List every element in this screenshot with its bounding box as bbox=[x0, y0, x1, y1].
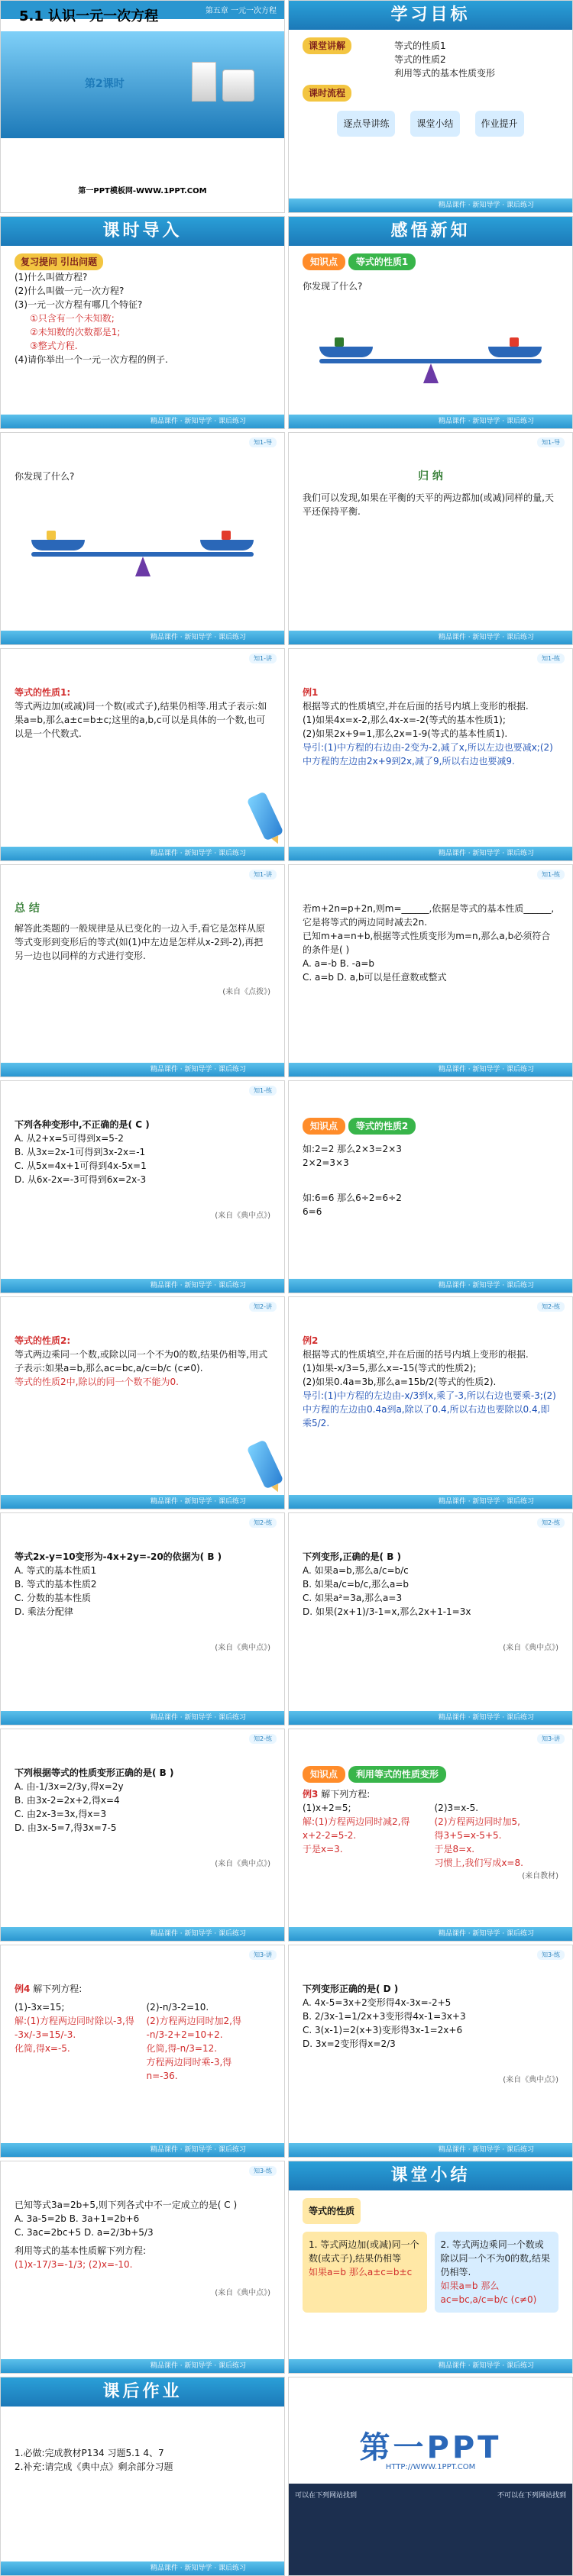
slide-footer: 精品课件 · 新知导学 · 课后练习 bbox=[1, 1063, 284, 1077]
fulcrum-icon bbox=[135, 557, 151, 576]
slide-footer: 精品课件 · 新知导学 · 课后练习 bbox=[1, 1927, 284, 1941]
summary-title: 等式的性质 bbox=[303, 2198, 361, 2224]
slide-footer: 精品课件 · 新知导学 · 课后练习 bbox=[289, 415, 572, 428]
summary-text: 我们可以发现,如果在平衡的天平的两边都加(或减)同样的量,天平还保持平衡. bbox=[303, 492, 554, 517]
left-line-1: (1)x+2=5; bbox=[303, 1803, 351, 1813]
example-content bbox=[303, 686, 558, 844]
slide-3 bbox=[0, 216, 285, 429]
property-title: 等式的性质1: bbox=[15, 687, 71, 698]
slide-tag: 知1-练 bbox=[249, 1086, 277, 1096]
option-d: D. 如果(2x+1)/3-1=x,那么2x+1-1=3x bbox=[303, 1606, 471, 1617]
summary-right bbox=[435, 2232, 559, 2313]
section-title: 总 结 bbox=[15, 902, 40, 915]
slide-tag: 知1-练 bbox=[537, 870, 565, 880]
slide-tag: 知3-讲 bbox=[537, 1734, 565, 1744]
source-note: (来自教材) bbox=[522, 1872, 558, 1880]
part-1: (1)-3x=15; bbox=[15, 2002, 65, 2013]
flow-step-2: 课堂小结 bbox=[410, 111, 459, 137]
example-parts bbox=[15, 2000, 270, 2083]
slide-20 bbox=[288, 1945, 573, 2158]
cover-subtitle: 第2课时 bbox=[85, 78, 125, 90]
slide-9 bbox=[0, 864, 285, 1077]
part-8: 化简,得-n/3=12. bbox=[146, 2043, 218, 2054]
right-pan bbox=[488, 347, 542, 357]
example-heading: 例4 解下列方程: bbox=[15, 1984, 83, 1994]
slide-footer: 精品课件 · 新知导学 · 课后练习 bbox=[289, 2359, 572, 2373]
option-c: C. 分数的基本性质 bbox=[15, 1593, 92, 1603]
slide-tag: 知3-练 bbox=[249, 2166, 277, 2176]
part-4: (2)方程两边同时加2,得 bbox=[146, 2016, 241, 2026]
practice-content bbox=[15, 1550, 270, 1708]
practice-item-4: C. a=b D. a,b可以是任意数或整式 bbox=[303, 972, 447, 983]
cube-icon bbox=[47, 531, 56, 540]
ppt-links-panel bbox=[289, 2484, 572, 2575]
question: 你发现了什么? bbox=[303, 281, 363, 292]
links-columns bbox=[295, 2490, 566, 2500]
slide-footer: 精品课件 · 新知导学 · 课后练习 bbox=[1, 2143, 284, 2157]
point-title: 等式的性质1 bbox=[348, 253, 416, 270]
point-content bbox=[303, 1118, 558, 1276]
fulcrum-icon bbox=[423, 363, 439, 383]
slide-tag: 知2-讲 bbox=[249, 1302, 277, 1312]
slide-16 bbox=[288, 1512, 573, 1725]
slide-footer: 精品课件 · 新知导学 · 课后练习 bbox=[289, 1927, 572, 1941]
summary-content bbox=[303, 470, 558, 628]
slide-tag: 知1-练 bbox=[537, 654, 565, 663]
right-line-5: 习惯上,我们写成x=8. bbox=[434, 1858, 523, 1868]
source-note: (来自《典中点》) bbox=[503, 2076, 558, 2084]
option-a: A. 从2+x=5可得到x=5-2 bbox=[15, 1133, 124, 1144]
feature-3: ③整式方程. bbox=[30, 341, 78, 351]
right-formula: 如果a=b 那么ac=bc,a/c=b/c (c≠0) bbox=[440, 2281, 537, 2305]
slide-footer: 精品课件 · 新知导学 · 课后练习 bbox=[1, 2359, 284, 2373]
question: 你发现了什么? bbox=[15, 471, 75, 482]
slide-footer: 精品课件 · 新知导学 · 课后练习 bbox=[289, 1279, 572, 1293]
source-note: (来自《典中点》) bbox=[215, 1860, 270, 1868]
option-a: A. 如果a=b,那么a/c=b/c bbox=[303, 1565, 409, 1576]
slide-header: 感悟新知 bbox=[289, 217, 572, 246]
slide-footer: 精品课件 · 新知导学 · 课后练习 bbox=[289, 847, 572, 860]
slide-17 bbox=[0, 1729, 285, 1942]
property-body: 等式两边加(或减)同一个数(或式子),结果仍相等.用式子表示:如果a=b,那么a±c=b±c;这里的a,b,c可以是具体的一个数,也可以是一个代数式. bbox=[15, 701, 267, 739]
practice-content bbox=[15, 2198, 270, 2356]
slide-1 bbox=[0, 0, 285, 213]
homework-item-2: 2.补充:请完成《典中点》剩余部分习题 bbox=[15, 2461, 173, 2472]
slide-21 bbox=[0, 2161, 285, 2374]
practice-item: 下列变形,正确的是( B ) bbox=[303, 1551, 402, 1562]
right-pan bbox=[200, 540, 254, 550]
right-line-3: 得3+5=x-5+5. bbox=[434, 1830, 502, 1841]
feature-1: ①只含有一个未知数; bbox=[30, 313, 115, 324]
practice-content bbox=[303, 902, 558, 1060]
equation-2: 6=6 bbox=[303, 1206, 322, 1217]
slide-11 bbox=[0, 1080, 285, 1293]
flow-row bbox=[303, 111, 558, 137]
practice-item: 下列变形正确的是( D ) bbox=[303, 1984, 399, 1994]
right-line-2: (2)方程两边同时加5, bbox=[434, 1816, 520, 1827]
option-b: B. 2/3x-1=1/2x+3变形得4x-1=3x+3 bbox=[303, 2011, 466, 2022]
caption-2: 如:6=6 那么6÷2=6÷2 bbox=[303, 1193, 402, 1203]
slide-5 bbox=[0, 432, 285, 645]
option-b: B. 等式的基本性质2 bbox=[15, 1579, 97, 1590]
homework-item-1: 1.必做:完成教材P134 习题5.1 4、7 bbox=[15, 2448, 164, 2458]
slide-tag: 知2-练 bbox=[537, 1518, 565, 1528]
practice-item-4: 利用等式的基本性质解下列方程: bbox=[15, 2245, 147, 2256]
slide-19 bbox=[0, 1945, 285, 2158]
slide-22 bbox=[288, 2161, 573, 2374]
slide-footer: 精品课件 · 新知导学 · 课后练习 bbox=[1, 631, 284, 644]
option-d: D. 乘法分配律 bbox=[15, 1606, 73, 1617]
practice-item-2: A. 3a-5=2b B. 3a+1=2b+6 bbox=[15, 2213, 140, 2224]
point-label: 知识点 bbox=[303, 253, 345, 270]
option-b: B. 由3x-2=2x+2,得x=4 bbox=[15, 1795, 120, 1806]
right-col bbox=[435, 1801, 559, 1870]
point-label: 知识点 bbox=[303, 1118, 345, 1135]
part-10: n=-36. bbox=[146, 2071, 178, 2081]
explain-label: 课堂讲解 bbox=[303, 37, 558, 54]
option-d: D. 3x=2变形得x=2/3 bbox=[303, 2039, 396, 2049]
slide-tag: 知1-导 bbox=[249, 437, 277, 447]
practice-content bbox=[15, 1766, 270, 1924]
part-9: 方程两边同时乘-3,得 bbox=[146, 2057, 232, 2068]
right-line-4: 于是8=x. bbox=[434, 1844, 475, 1855]
flow-step-3: 作业提升 bbox=[475, 111, 524, 137]
option-a: A. 等式的基本性质1 bbox=[15, 1565, 97, 1576]
slide-footer: 精品课件 · 新知导学 · 课后练习 bbox=[289, 199, 572, 212]
slide-tag: 知1-讲 bbox=[249, 654, 277, 663]
goal-item-2: 等式的性质2 bbox=[394, 54, 446, 65]
slide-7 bbox=[0, 648, 285, 861]
flow-step-1: 逐点导讲练 bbox=[337, 111, 395, 137]
practice-content bbox=[15, 1118, 270, 1276]
source-note: (来自《典中点》) bbox=[215, 1644, 270, 1652]
left-col bbox=[303, 1801, 427, 1870]
example-line-2: (1)如果-x/3=5,那么x=-15(等式的性质2); bbox=[303, 1363, 477, 1374]
summary-left bbox=[303, 2232, 427, 2313]
practice-item-5: (1)x-17/3=-1/3; (2)x=-10. bbox=[15, 2259, 133, 2270]
source-note: (来自《典中点》) bbox=[503, 1644, 558, 1652]
review-content bbox=[15, 253, 270, 412]
slide-tag: 知3-讲 bbox=[249, 1950, 277, 1960]
slide-footer: 精品课件 · 新知导学 · 课后练习 bbox=[289, 2143, 572, 2157]
slide-tag: 知1-导 bbox=[537, 437, 565, 447]
homework-content bbox=[15, 2446, 270, 2558]
practice-item-3: C. 3ac=2bc+5 D. a=2/3b+5/3 bbox=[15, 2227, 154, 2238]
caption-1: 如:2=2 那么2×3=2×3 bbox=[303, 1144, 402, 1154]
slide-tag: 知2-练 bbox=[537, 1302, 565, 1312]
part-7: 化简,得x=-5. bbox=[15, 2043, 70, 2054]
cube-icon bbox=[335, 337, 344, 347]
example-content bbox=[303, 1334, 558, 1492]
question-1: (1)什么叫做方程? bbox=[15, 272, 88, 282]
point-label: 知识点 bbox=[303, 1766, 345, 1783]
point-title: 利用等式的性质变形 bbox=[348, 1766, 446, 1783]
ppt-url[interactable]: HTTP://WWW.1PPT.COM bbox=[385, 2463, 476, 2471]
property-body: 等式两边乘同一个数,或除以同一个不为0的数,结果仍相等,用式子表示:如果a=b,那么ac=bc,a/c=b/c (c≠0). bbox=[15, 1349, 268, 1374]
slide-13 bbox=[0, 1296, 285, 1509]
slide-6 bbox=[288, 432, 573, 645]
slide-footer: 精品课件 · 新知导学 · 课后练习 bbox=[1, 1711, 284, 1725]
left-formula: 如果a=b 那么a±c=b±c bbox=[309, 2267, 413, 2277]
cube-icon bbox=[510, 337, 519, 347]
slide-footer: 精品课件 · 新知导学 · 课后练习 bbox=[289, 1495, 572, 1509]
slide-footer: 精品课件 · 新知导学 · 课后练习 bbox=[1, 847, 284, 860]
slide-header: 课堂小结 bbox=[289, 2161, 572, 2190]
practice-item: 下列各种变形中,不正确的是( C ) bbox=[15, 1119, 150, 1130]
cover-footer: 第一PPT模板网-WWW.1PPT.COM bbox=[78, 187, 207, 195]
option-a: A. 4x-5=3x+2变形得4x-3x=-2+5 bbox=[303, 1997, 452, 2008]
practice-content bbox=[303, 1550, 558, 1708]
slide-footer: 精品课件 · 新知导学 · 课后练习 bbox=[289, 1711, 572, 1725]
example-line-4: 导引:(1)中方程的右边由-2变为-2,减了x,所以左边也要减x;(2)中方程的左边由2x+9到2x,减了9,所以右边也要减9. bbox=[303, 742, 553, 767]
slide-footer: 精品课件 · 新知导学 · 课后练习 bbox=[1, 1279, 284, 1293]
option-b: B. 如果a/c=b/c,那么a=b bbox=[303, 1579, 410, 1590]
property-content bbox=[15, 1334, 270, 1492]
slide-15 bbox=[0, 1512, 285, 1725]
right-line-1: (2)3=x-5. bbox=[434, 1803, 479, 1813]
example-content bbox=[15, 1982, 270, 2140]
right-title: 2. 等式两边乘同一个数或除以同一个不为0的数,结果仍相等. bbox=[440, 2239, 550, 2277]
part-6: -n/3-2+2=10+2. bbox=[146, 2029, 223, 2040]
slide-footer: 精品课件 · 新知导学 · 课后练习 bbox=[1, 1495, 284, 1509]
cover-shape-1 bbox=[192, 62, 216, 102]
part-right bbox=[147, 2000, 271, 2083]
example-heading: 例3 解下列方程: bbox=[303, 1789, 371, 1800]
left-title: 1. 等式两边加(或减)同一个数(或式子),结果仍相等 bbox=[309, 2239, 419, 2264]
practice-content bbox=[303, 1982, 558, 2140]
example-content bbox=[303, 1766, 558, 1924]
left-pan bbox=[319, 347, 373, 357]
practice-item-1: 已知等式3a=2b+5,则下列各式中不一定成立的是( C ) bbox=[15, 2200, 238, 2210]
source-note: (来自《点拨》) bbox=[222, 988, 270, 996]
feature-2: ②未知数的次数都是1; bbox=[30, 327, 121, 337]
slide-footer: 精品课件 · 新知导学 · 课后练习 bbox=[289, 1063, 572, 1077]
option-d: D. 由3x-5=7,得3x=7-5 bbox=[15, 1822, 117, 1833]
goal-item-3: 利用等式的基本性质变形 bbox=[394, 68, 496, 79]
two-col bbox=[303, 1801, 558, 1870]
slide-tag: 知1-讲 bbox=[249, 870, 277, 880]
option-b: B. 从3x=2x-1可得到3x-2x=-1 bbox=[15, 1147, 146, 1157]
equation-1: 2×2=3×3 bbox=[303, 1157, 349, 1168]
property-title: 等式的性质2: bbox=[15, 1335, 71, 1346]
cover-shape-2 bbox=[222, 69, 254, 102]
practice-item: 等式2x-y=10变形为-4x+2y=-20的依据为( B ) bbox=[15, 1551, 222, 1562]
property-content bbox=[15, 686, 270, 844]
summary-grid bbox=[303, 2198, 558, 2356]
slide-tag: 知2-练 bbox=[249, 1734, 277, 1744]
option-c: C. 由2x-3=3x,得x=3 bbox=[15, 1809, 107, 1819]
left-links-title: 可以在下列网站找到 bbox=[295, 2492, 358, 2500]
question-3: (3)一元一次方程有哪几个特征? bbox=[15, 299, 143, 310]
question-2: (2)什么叫做一元一次方程? bbox=[15, 286, 125, 296]
source-note: (来自《典中点》) bbox=[215, 1212, 270, 1220]
slide-10 bbox=[288, 864, 573, 1077]
left-pan bbox=[31, 540, 85, 550]
part-2: (2)-n/3-2=10. bbox=[146, 2002, 209, 2013]
example-line-1: 根据等式的性质填空,并在后面的括号内填上变形的根据. bbox=[303, 1349, 529, 1360]
example-label: 例2 bbox=[303, 1335, 319, 1346]
cover-title: 5.1 认识一元一次方程 bbox=[19, 8, 159, 24]
goal-item-1: 等式的性质1 bbox=[394, 40, 446, 51]
example-label: 例1 bbox=[303, 687, 319, 698]
process-label: 课时流程 bbox=[303, 85, 558, 102]
slide-24 bbox=[288, 2377, 573, 2576]
slide-4 bbox=[288, 216, 573, 429]
example-line-4: 导引:(1)中方程的左边由-x/3到x,乘了-3,所以右边也要乘-3;(2)中方程的左边由0.4a到a,除以了0.4,所以右边也要除以0.4,即乘5/2. bbox=[303, 1390, 556, 1428]
example-line-1: 根据等式的性质填空,并在后面的括号内填上变形的根据. bbox=[303, 701, 529, 712]
slide-header: 学习目标 bbox=[289, 1, 572, 30]
point-title: 等式的性质2 bbox=[348, 1118, 416, 1135]
summary-columns bbox=[303, 2232, 558, 2313]
example-line-2: (1)如果4x=x-2,那么4x-x=-2(等式的基本性质1); bbox=[303, 715, 506, 725]
slide-tag: 知2-练 bbox=[249, 1518, 277, 1528]
slide-2 bbox=[288, 0, 573, 213]
summary-content bbox=[15, 902, 270, 1060]
practice-item-3: A. a=-b B. -a=b bbox=[303, 958, 375, 969]
part-5: -3x/-3=15/-3. bbox=[15, 2029, 76, 2040]
option-a: A. 由-1/3x=2/3y,得x=2y bbox=[15, 1781, 124, 1792]
option-c: C. 3(x-1)=2(x+3)变形得3x-1=2x+6 bbox=[303, 2025, 463, 2035]
option-c: C. 从5x=4x+1可得到4x-5x=1 bbox=[15, 1160, 147, 1171]
slide-header: 课时导入 bbox=[1, 217, 284, 246]
option-c: C. 如果a²=3a,那么a=3 bbox=[303, 1593, 403, 1603]
balance-scale bbox=[31, 525, 254, 586]
slide-18 bbox=[288, 1729, 573, 1942]
left-line-2: 解:(1)方程两边同时减2,得 bbox=[303, 1816, 410, 1827]
left-line-3: x+2-2=5-2. bbox=[303, 1830, 357, 1841]
goals-content bbox=[303, 37, 558, 195]
part-3: 解:(1)方程两边同时除以-3,得 bbox=[15, 2016, 134, 2026]
property-note: 等式的性质2中,除以的同一个数不能为0. bbox=[15, 1377, 179, 1387]
slide-header: 课后作业 bbox=[1, 2377, 284, 2407]
practice-item-2: 已知m+a=n+b,根据等式性质变形为m=n,那么a,b必须符合的条件是( ) bbox=[303, 931, 551, 955]
summary-text: 解答此类题的一般规律是从已变化的一边入手,看它是怎样从原等式变形到变形后的等式(如(1)中左边是怎样从x-2到-2),再把另一边也以同样的方式进行变形. bbox=[15, 923, 265, 961]
example-line-3: (2)如果2x+9=1,那么2x=1-9(等式的基本性质1). bbox=[303, 728, 508, 739]
slide-14 bbox=[288, 1296, 573, 1509]
section-title: 归 纳 bbox=[418, 470, 443, 483]
slide-footer: 精品课件 · 新知导学 · 课后练习 bbox=[289, 631, 572, 644]
cube-icon bbox=[222, 531, 231, 540]
slide-8 bbox=[288, 648, 573, 861]
slide-12 bbox=[288, 1080, 573, 1293]
ppt-logo: 第一PPT bbox=[359, 2430, 502, 2465]
source-note: (来自《典中点》) bbox=[215, 2289, 270, 2297]
practice-item: 下列根据等式的性质变形正确的是( B ) bbox=[15, 1767, 174, 1778]
option-d: D. 从6x-2x=-3可得到6x=2x-3 bbox=[15, 1174, 147, 1185]
question-4: (4)请你举出一个一元一次方程的例子. bbox=[15, 354, 168, 365]
slide-tag: 知3-练 bbox=[537, 1950, 565, 1960]
slide-footer: 精品课件 · 新知导学 · 课后练习 bbox=[1, 415, 284, 428]
right-links-title: 不可以在下列网站找到 bbox=[497, 2492, 566, 2500]
practice-item-1: 若m+2n=p+2n,则m=______,依据是等式的基本性质______,它是将等式的两边同时减去2n. bbox=[303, 903, 555, 928]
review-label: 复习提问 引出问题 bbox=[15, 253, 270, 270]
slide-23 bbox=[0, 2377, 285, 2576]
slide-footer: 精品课件 · 新知导学 · 课后练习 bbox=[1, 2561, 284, 2575]
example-line-3: (2)如果0.4a=3b,那么a=15b/2(等式的性质2). bbox=[303, 1377, 497, 1387]
part-left bbox=[15, 2000, 139, 2083]
balance-scale bbox=[319, 331, 542, 392]
cover-top-tag: 第五章 一元一次方程 bbox=[205, 7, 277, 15]
left-line-4: 于是x=3. bbox=[303, 1844, 343, 1855]
